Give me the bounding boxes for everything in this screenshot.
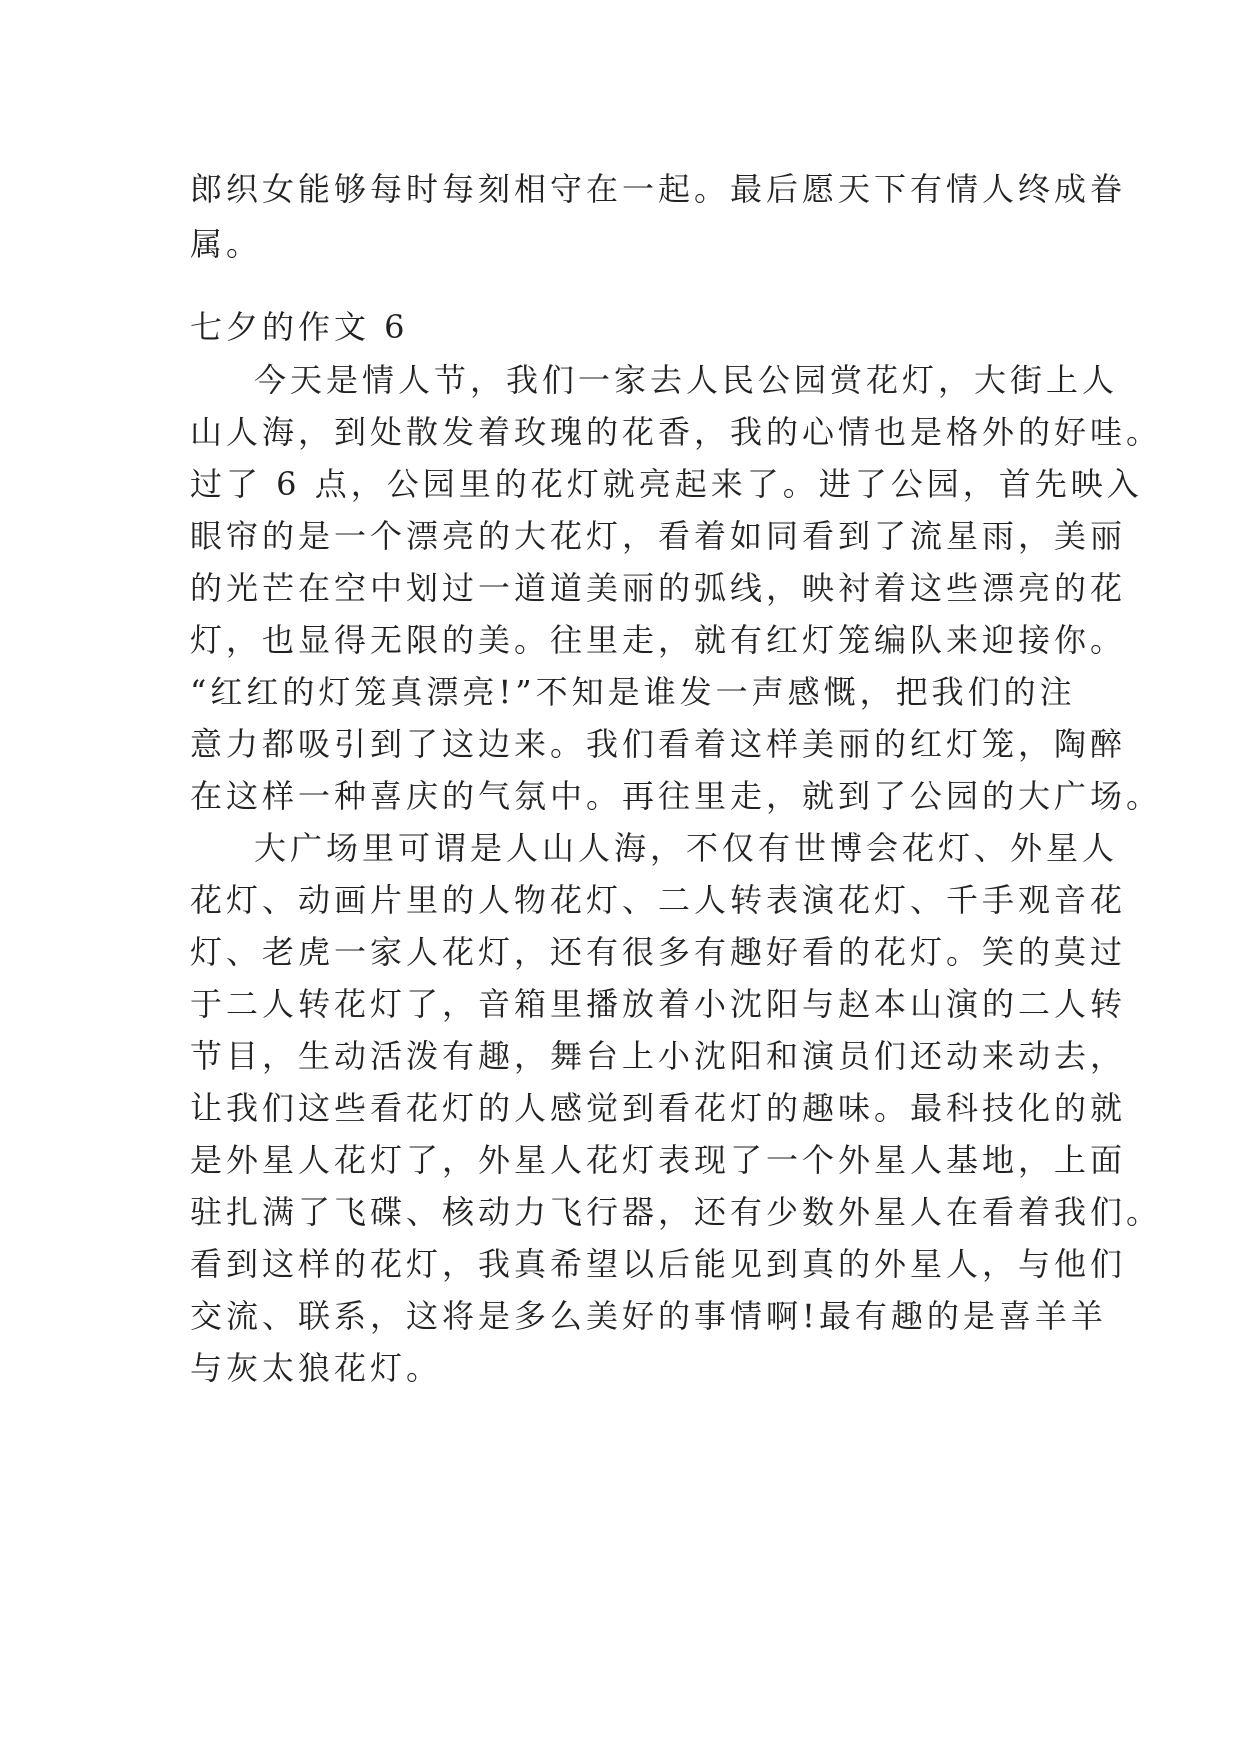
paragraph-line: 大广场里可谓是人山人海，不仅有世博会花灯、外星人 [254, 829, 1119, 867]
paragraph-line: 是外星人花灯了，外星人花灯表现了一个外星人基地，上面 [190, 1141, 1127, 1179]
paragraph-line: 灯、老虎一家人花灯，还有很多有趣好看的花灯。笑的莫过 [190, 933, 1127, 971]
paragraph-line: 的光芒在空中划过一道道美丽的弧线，映衬着这些漂亮的花 [190, 569, 1127, 607]
continuation-line: 属。 [190, 225, 263, 263]
paragraph-line: 看到这样的花灯，我真希望以后能见到真的外星人，与他们 [190, 1245, 1127, 1283]
paragraph-line: “红红的灯笼真漂亮!”不知是谁发一声感慨，把我们的注 [190, 673, 1076, 711]
section-title: 七夕的作文 6 [190, 308, 409, 346]
paragraph-line: 眼帘的是一个漂亮的大花灯，看着如同看到了流星雨，美丽 [190, 517, 1127, 555]
paragraph-line: 灯，也显得无限的美。往里走，就有红灯笼编队来迎接你。 [190, 621, 1127, 659]
paragraph-line: 于二人转花灯了，音箱里播放着小沈阳与赵本山演的二人转 [190, 985, 1127, 1023]
paragraph-line: 让我们这些看花灯的人感觉到看花灯的趣味。最科技化的就 [190, 1089, 1127, 1127]
paragraph-line: 意力都吸引到了这边来。我们看着这样美丽的红灯笼，陶醉 [190, 725, 1127, 763]
continuation-line: 郎织女能够每时每刻相守在一起。最后愿天下有情人终成眷 [190, 170, 1127, 208]
paragraph-line: 驻扎满了飞碟、核动力飞行器，还有少数外星人在看着我们。 [190, 1193, 1163, 1231]
paragraph-line: 过了 6 点，公园里的花灯就亮起来了。进了公园，首先映入 [190, 465, 1143, 503]
paragraph-line: 今天是情人节，我们一家去人民公园赏花灯，大街上人 [254, 361, 1119, 399]
paragraph-line: 山人海，到处散发着玫瑰的花香，我的心情也是格外的好哇。 [190, 413, 1163, 451]
paragraph-line: 交流、联系，这将是多么美好的事情啊!最有趣的是喜羊羊 [190, 1297, 1107, 1335]
paragraph-line: 在这样一种喜庆的气氛中。再往里走，就到了公园的大广场。 [190, 777, 1163, 815]
paragraph-line: 花灯、动画片里的人物花灯、二人转表演花灯、千手观音花 [190, 881, 1127, 919]
paragraph-line: 节目，生动活泼有趣，舞台上小沈阳和演员们还动来动去， [190, 1037, 1127, 1075]
paragraph-line: 与灰太狼花灯。 [190, 1349, 443, 1387]
